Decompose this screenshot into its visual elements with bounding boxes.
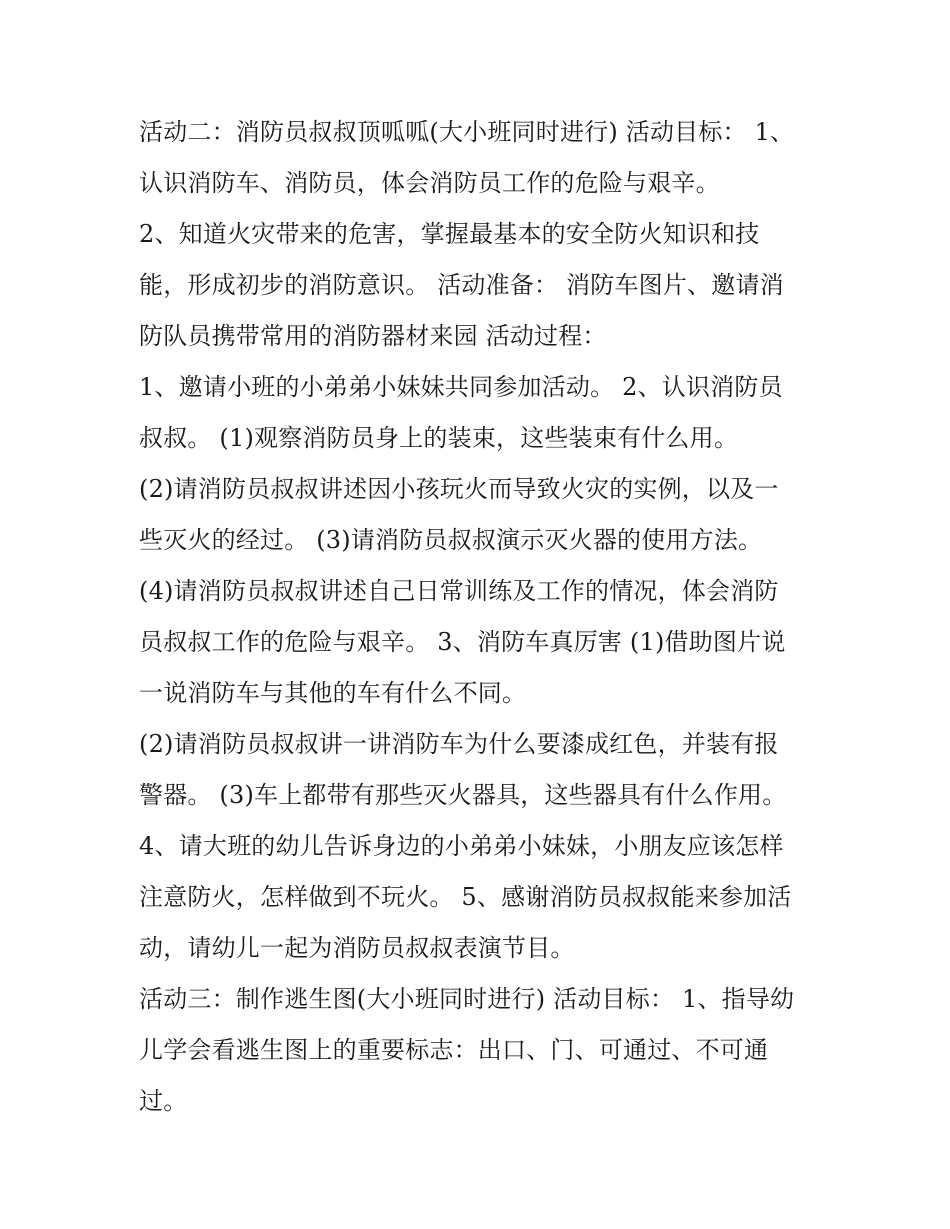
text-line: (2)请消防员叔叔讲一讲消防车为什么要漆成红色，并装有报 — [139, 730, 779, 758]
text-line: 叔叔。 (1)观察消防员身上的装束，这些装束有什么用。 — [139, 424, 739, 452]
document-body — [139, 107, 819, 1127]
text-line: 过。 — [139, 1087, 188, 1115]
text-line: 活动三：制作逃生图(大小班同时进行) 活动目标： 1、指导幼 — [139, 985, 795, 1013]
text-line: 防队员携带常用的消防器材来园 活动过程： — [139, 322, 607, 350]
text-line: 活动二：消防员叔叔顶呱呱(大小班同时进行) 活动目标： 1、 — [139, 118, 795, 146]
text-line: 1、邀请小班的小弟弟小妹妹共同参加活动。 2、认识消防员 — [139, 373, 783, 401]
text-line: (2)请消防员叔叔讲述因小孩玩火而导致火灾的实例，以及一 — [139, 475, 779, 503]
text-line: (4)请消防员叔叔讲述自己日常训练及工作的情况，体会消防 — [139, 577, 779, 605]
text-line: 员叔叔工作的危险与艰辛。 3、消防车真厉害 (1)借助图片说 — [139, 628, 786, 656]
text-line: 儿学会看逃生图上的重要标志：出口、门、可通过、不可通 — [139, 1036, 769, 1064]
text-line: 一说消防车与其他的车有什么不同。 — [139, 679, 527, 707]
text-line: 能，形成初步的消防意识。 活动准备： 消防车图片、邀请消 — [139, 271, 784, 299]
text-line: 警器。 (3)车上都带有那些灭火器具，这些器具有什么作用。 — [139, 781, 787, 809]
text-line: 认识消防车、消防员，体会消防员工作的危险与艰辛。 — [139, 169, 720, 197]
text-line: 些灭火的经过。 (3)请消防员叔叔演示灭火器的使用方法。 — [139, 526, 763, 554]
text-line: 动，请幼儿一起为消防员叔叔表演节目。 — [139, 934, 575, 962]
text-line: 2、知道火灾带来的危害，掌握最基本的安全防火知识和技 — [139, 220, 760, 248]
text-line: 4、请大班的幼儿告诉身边的小弟弟小妹妹，小朋友应该怎样 — [139, 832, 784, 860]
text-line: 注意防火，怎样做到不玩火。 5、感谢消防员叔叔能来参加活 — [139, 883, 792, 911]
